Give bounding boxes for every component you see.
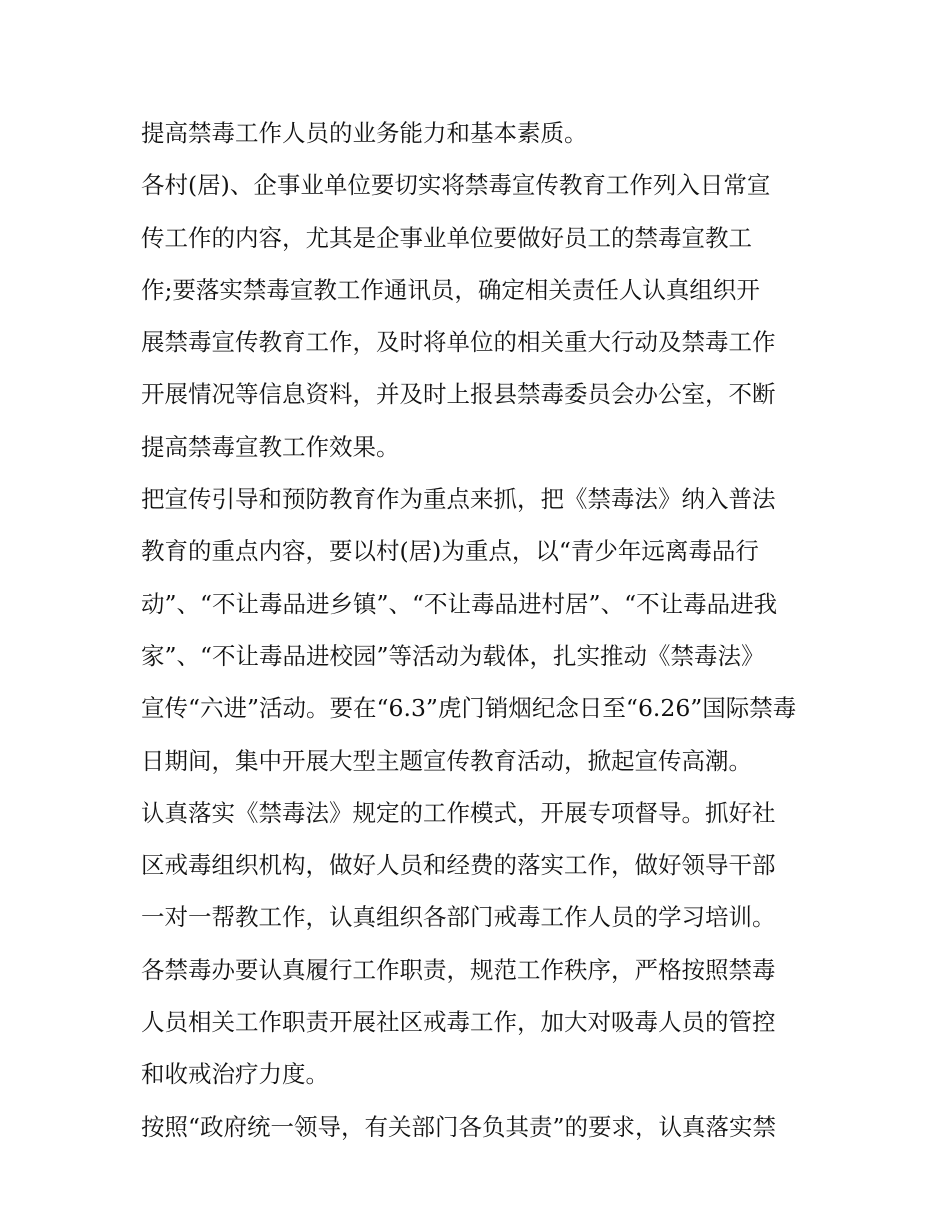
paragraph [141, 1101, 821, 1153]
text-line: 一对一帮教工作，认真组织各部门戒毒工作人员的学习培训。 [141, 903, 776, 932]
text-line: 宣传“六进”活动。要在“6.3”虎门销烟纪念日至“6.26”国际禁毒 [141, 694, 797, 723]
text-line: 家”、“不让毒品进校园”等活动为载体，扎实推动《禁毒法》 [141, 641, 765, 670]
text-line: 提高禁毒工作人员的业务能力和基本素质。 [141, 119, 588, 147]
text-line: 提高禁毒宣教工作效果。 [141, 432, 400, 461]
paragraph [141, 473, 821, 787]
text-line: 把宣传引导和预防教育作为重点来抓，把《禁毒法》纳入普法 [141, 485, 776, 514]
text-line: 作;要落实禁毒宣教工作通讯员，确定相关责任人认真组织开 [141, 275, 760, 304]
text-line: 日期间，集中开展大型主题宣传教育活动，掀起宣传高潮。 [141, 746, 752, 775]
text-line: 传工作的内容，尤其是企事业单位要做好员工的禁毒宣教工 [141, 223, 752, 252]
paragraph [141, 944, 821, 1101]
paragraph [141, 787, 821, 944]
text-line: 教育的重点内容，要以村(居)为重点，以“青少年远离毒品行 [141, 537, 759, 566]
document-body [141, 107, 821, 1153]
paragraph [141, 159, 821, 473]
text-line: 开展情况等信息资料，并及时上报县禁毒委员会办公室，不断 [141, 380, 776, 409]
text-line: 各村(居)、企事业单位要切实将禁毒宣传教育工作列入日常宣 [141, 171, 771, 200]
text-line: 按照“政府统一领导，有关部门各负其责”的要求，认真落实禁 [141, 1112, 777, 1141]
paragraph [141, 107, 821, 159]
text-line: 区戒毒组织机构，做好人员和经费的落实工作，做好领导干部 [141, 851, 776, 880]
text-line: 各禁毒办要认真履行工作职责，规范工作秩序，严格按照禁毒 [141, 955, 776, 984]
text-line: 认真落实《禁毒法》规定的工作模式，开展专项督导。抓好社 [141, 798, 776, 827]
text-line: 展禁毒宣传教育工作，及时将单位的相关重大行动及禁毒工作 [141, 328, 776, 357]
text-line: 动”、“不让毒品进乡镇”、“不让毒品进村居”、“不让毒品进我 [141, 589, 778, 618]
text-line: 和收戒治疗力度。 [141, 1060, 329, 1089]
text-line: 人员相关工作职责开展社区戒毒工作，加大对吸毒人员的管控 [141, 1008, 776, 1037]
